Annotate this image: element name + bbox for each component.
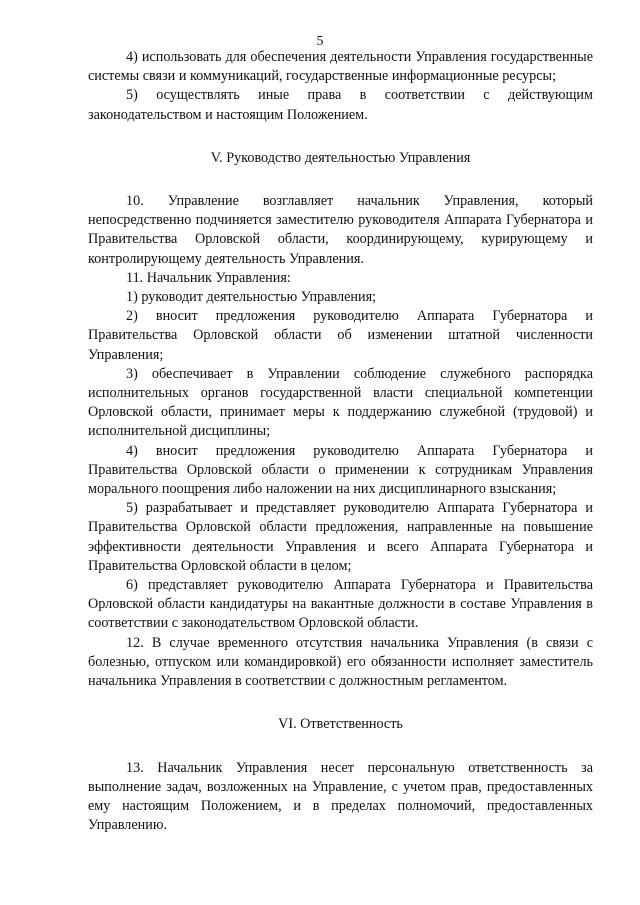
spacer bbox=[88, 735, 593, 759]
paragraph: 13. Начальник Управления несет персональную ответственность за выполнение задач, возложенных на Управление, с учетом прав, предоставленных ему настоящим Положением, и в пределах полномочий, предоставленных Управлению. bbox=[88, 759, 593, 834]
paragraph: 4) вносит предложения руководителю Аппарата Губернатора и Правительства Орловской области о применении к сотрудникам Управления морального поощрения либо наложении на них дисциплинарного взыскания; bbox=[88, 442, 593, 498]
spacer bbox=[88, 168, 593, 192]
paragraph: 1) руководит деятельностью Управления; bbox=[126, 289, 377, 306]
spacer bbox=[88, 125, 593, 149]
paragraph: 2) вносит предложения руководителю Аппарата Губернатора и Правительства Орловской области об изменении штатной численности Управления; bbox=[88, 308, 593, 363]
page-number: 5 bbox=[316, 34, 324, 49]
paragraph: 5) разрабатывает и представляет руководителю Аппарата Губернатора и Правительства Орловской области предложения, направленные на повышение эффективности деятельности Управления и всего Аппарата Губернатора и Правительства Орловской области в целом; bbox=[88, 500, 593, 574]
document-body bbox=[88, 48, 593, 835]
paragraph: 6) представляет руководителю Аппарата Губернатора и Правительства Орловской области кандидатуры на вакантные должности в составе Управления в соответствии с законодательством Орловской области. bbox=[88, 577, 593, 632]
paragraph: 3) обеспечивает в Управлении соблюдение служебного распорядка исполнительных органов государственной власти специальной компетенции Орловской области, принимает меры к поддержанию служебной (трудовой) и исполнительной дисциплины; bbox=[88, 365, 593, 440]
paragraph: 10. Управление возглавляет начальник Управления, который непосредственно подчиняется заместителю руководителя Аппарата Губернатора и Правительства Орловской области, координирующему, курирующему и контролирующему деятельность Управления. bbox=[88, 193, 593, 267]
section-heading: V. Руководство деятельностью Управления bbox=[210, 149, 471, 166]
paragraph: 5) осуществлять иные права в соответствии с действующим законодательством и настоящим Положением. bbox=[88, 87, 593, 123]
section-heading: VI. Ответственность bbox=[278, 716, 403, 733]
paragraph: 12. В случае временного отсутствия начальника Управления (в связи с болезнью, отпуском или командировкой) его обязанности исполняет заместитель начальника Управления в соответствии с должностным регламентом. bbox=[88, 634, 593, 690]
paragraph: 11. Начальник Управления: bbox=[126, 269, 291, 286]
paragraph: 4) использовать для обеспечения деятельности Управления государственные системы связи и коммуникаций, государственные информационные ресурсы; bbox=[88, 49, 593, 85]
spacer bbox=[88, 691, 593, 715]
